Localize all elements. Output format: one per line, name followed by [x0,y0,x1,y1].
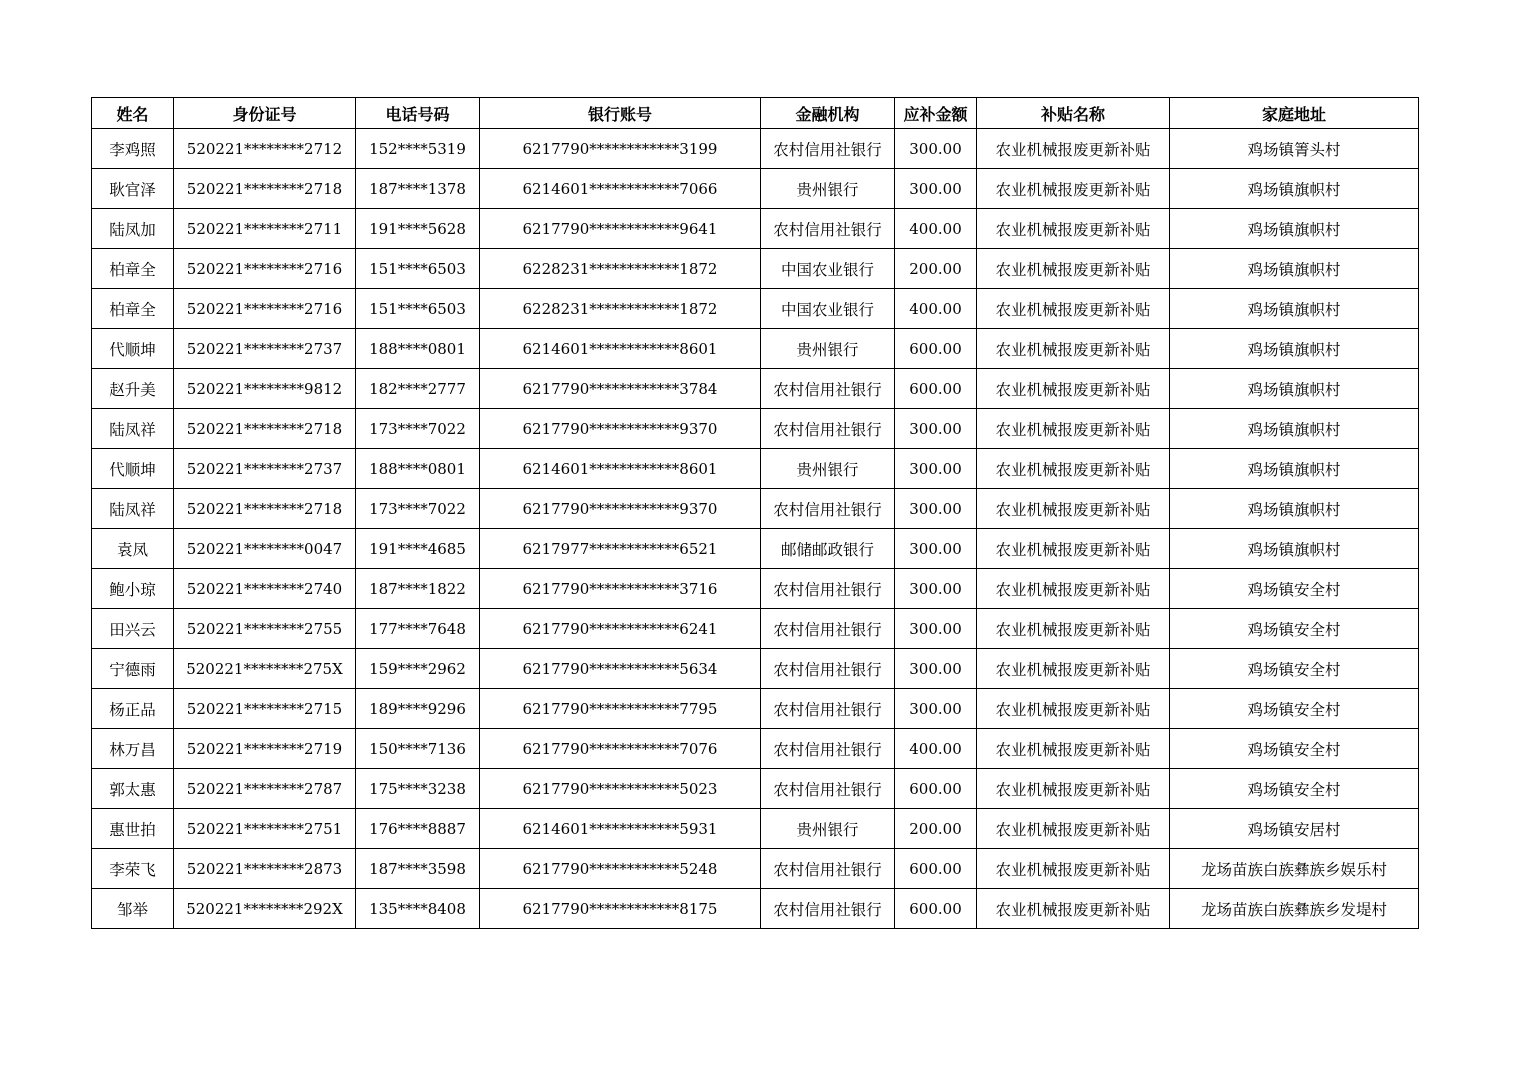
cell-bank-account: 6217790************3199 [480,129,761,169]
cell-financial-institution: 农村信用社银行 [761,569,895,609]
cell-subsidy-name: 农业机械报废更新补贴 [977,489,1170,529]
cell-address: 鸡场镇安全村 [1170,569,1419,609]
cell-financial-institution: 贵州银行 [761,809,895,849]
cell-id-number: 520221********2718 [174,409,356,449]
cell-subsidy-name: 农业机械报废更新补贴 [977,689,1170,729]
cell-id-number: 520221********2716 [174,249,356,289]
cell-subsidy-name: 农业机械报废更新补贴 [977,169,1170,209]
cell-phone: 189****9296 [356,689,480,729]
cell-address: 鸡场镇旗帜村 [1170,289,1419,329]
table-row [92,369,1419,409]
cell-financial-institution: 中国农业银行 [761,249,895,289]
cell-name: 柏章全 [92,289,174,329]
cell-amount: 400.00 [895,209,977,249]
cell-bank-account: 6228231************1872 [480,289,761,329]
cell-bank-account: 6217790************9370 [480,489,761,529]
cell-address: 鸡场镇旗帜村 [1170,529,1419,569]
cell-phone: 152****5319 [356,129,480,169]
cell-amount: 300.00 [895,649,977,689]
cell-bank-account: 6214601************7066 [480,169,761,209]
cell-name: 代顺坤 [92,329,174,369]
cell-bank-account: 6217790************5248 [480,849,761,889]
cell-name: 陆凤祥 [92,409,174,449]
cell-address: 鸡场镇旗帜村 [1170,409,1419,449]
cell-subsidy-name: 农业机械报废更新补贴 [977,849,1170,889]
cell-financial-institution: 贵州银行 [761,169,895,209]
cell-bank-account: 6217790************3716 [480,569,761,609]
cell-name: 宁德雨 [92,649,174,689]
header-amount: 应补金额 [895,98,977,129]
cell-phone: 187****1378 [356,169,480,209]
cell-address: 鸡场镇旗帜村 [1170,489,1419,529]
cell-financial-institution: 农村信用社银行 [761,689,895,729]
cell-financial-institution: 邮储邮政银行 [761,529,895,569]
cell-amount: 200.00 [895,809,977,849]
cell-subsidy-name: 农业机械报废更新补贴 [977,889,1170,929]
cell-name: 赵升美 [92,369,174,409]
cell-address: 鸡场镇箐头村 [1170,129,1419,169]
cell-subsidy-name: 农业机械报废更新补贴 [977,649,1170,689]
cell-subsidy-name: 农业机械报废更新补贴 [977,529,1170,569]
cell-address: 鸡场镇安居村 [1170,809,1419,849]
cell-id-number: 520221********2737 [174,329,356,369]
cell-phone: 135****8408 [356,889,480,929]
cell-id-number: 520221********2715 [174,689,356,729]
cell-subsidy-name: 农业机械报废更新补贴 [977,729,1170,769]
cell-amount: 300.00 [895,689,977,729]
header-id-number: 身份证号 [174,98,356,129]
cell-id-number: 520221********292X [174,889,356,929]
cell-phone: 175****3238 [356,769,480,809]
cell-subsidy-name: 农业机械报废更新补贴 [977,289,1170,329]
header-row [92,98,1419,129]
cell-address: 鸡场镇旗帜村 [1170,369,1419,409]
cell-address: 鸡场镇安全村 [1170,649,1419,689]
subsidy-table [91,97,1419,929]
cell-bank-account: 6217790************8175 [480,889,761,929]
cell-subsidy-name: 农业机械报废更新补贴 [977,569,1170,609]
cell-phone: 173****7022 [356,489,480,529]
cell-address: 鸡场镇旗帜村 [1170,329,1419,369]
cell-subsidy-name: 农业机械报废更新补贴 [977,209,1170,249]
cell-subsidy-name: 农业机械报废更新补贴 [977,809,1170,849]
table-row [92,129,1419,169]
cell-name: 鲍小琼 [92,569,174,609]
cell-address: 龙场苗族白族彝族乡发堤村 [1170,889,1419,929]
cell-amount: 300.00 [895,409,977,449]
cell-financial-institution: 贵州银行 [761,449,895,489]
cell-id-number: 520221********2737 [174,449,356,489]
cell-subsidy-name: 农业机械报废更新补贴 [977,409,1170,449]
cell-name: 惠世拍 [92,809,174,849]
cell-financial-institution: 农村信用社银行 [761,209,895,249]
table-row [92,849,1419,889]
table-row [92,689,1419,729]
table-body [92,129,1419,929]
cell-id-number: 520221********2718 [174,169,356,209]
cell-phone: 151****6503 [356,289,480,329]
cell-id-number: 520221********2712 [174,129,356,169]
cell-amount: 600.00 [895,769,977,809]
cell-phone: 191****4685 [356,529,480,569]
cell-financial-institution: 农村信用社银行 [761,769,895,809]
cell-phone: 151****6503 [356,249,480,289]
cell-amount: 300.00 [895,449,977,489]
cell-phone: 188****0801 [356,449,480,489]
table-row [92,769,1419,809]
cell-phone: 159****2962 [356,649,480,689]
cell-phone: 173****7022 [356,409,480,449]
cell-bank-account: 6217790************7076 [480,729,761,769]
cell-name: 田兴云 [92,609,174,649]
cell-phone: 187****3598 [356,849,480,889]
table-row [92,449,1419,489]
cell-bank-account: 6214601************8601 [480,329,761,369]
subsidy-sheet [91,97,1418,929]
cell-name: 杨正品 [92,689,174,729]
cell-phone: 176****8887 [356,809,480,849]
cell-amount: 600.00 [895,849,977,889]
header-financial-institution: 金融机构 [761,98,895,129]
cell-subsidy-name: 农业机械报废更新补贴 [977,249,1170,289]
cell-name: 李荣飞 [92,849,174,889]
cell-amount: 300.00 [895,129,977,169]
cell-address: 鸡场镇安全村 [1170,769,1419,809]
cell-amount: 600.00 [895,889,977,929]
cell-address: 鸡场镇安全村 [1170,609,1419,649]
header-subsidy-name: 补贴名称 [977,98,1170,129]
cell-subsidy-name: 农业机械报废更新补贴 [977,769,1170,809]
table-row [92,889,1419,929]
table-row [92,729,1419,769]
table-row [92,169,1419,209]
cell-amount: 400.00 [895,289,977,329]
cell-financial-institution: 农村信用社银行 [761,729,895,769]
cell-financial-institution: 农村信用社银行 [761,849,895,889]
cell-subsidy-name: 农业机械报废更新补贴 [977,129,1170,169]
cell-financial-institution: 农村信用社银行 [761,409,895,449]
cell-bank-account: 6217977************6521 [480,529,761,569]
table-row [92,489,1419,529]
cell-amount: 600.00 [895,329,977,369]
cell-amount: 600.00 [895,369,977,409]
cell-subsidy-name: 农业机械报废更新补贴 [977,369,1170,409]
cell-name: 陆凤祥 [92,489,174,529]
cell-id-number: 520221********2751 [174,809,356,849]
cell-address: 鸡场镇旗帜村 [1170,449,1419,489]
cell-address: 鸡场镇安全村 [1170,729,1419,769]
cell-amount: 300.00 [895,169,977,209]
cell-id-number: 520221********2787 [174,769,356,809]
cell-subsidy-name: 农业机械报废更新补贴 [977,449,1170,489]
cell-phone: 187****1822 [356,569,480,609]
cell-phone: 188****0801 [356,329,480,369]
table-row [92,249,1419,289]
cell-financial-institution: 农村信用社银行 [761,369,895,409]
cell-id-number: 520221********0047 [174,529,356,569]
cell-bank-account: 6217790************3784 [480,369,761,409]
cell-subsidy-name: 农业机械报废更新补贴 [977,329,1170,369]
cell-id-number: 520221********2755 [174,609,356,649]
cell-name: 林万昌 [92,729,174,769]
cell-name: 柏章全 [92,249,174,289]
cell-id-number: 520221********2740 [174,569,356,609]
cell-name: 李鸡照 [92,129,174,169]
cell-address: 鸡场镇旗帜村 [1170,249,1419,289]
table-row [92,529,1419,569]
cell-bank-account: 6217790************9370 [480,409,761,449]
cell-phone: 182****2777 [356,369,480,409]
cell-financial-institution: 农村信用社银行 [761,609,895,649]
cell-name: 郭太惠 [92,769,174,809]
cell-amount: 400.00 [895,729,977,769]
table-row [92,569,1419,609]
cell-address: 鸡场镇旗帜村 [1170,209,1419,249]
cell-id-number: 520221********9812 [174,369,356,409]
cell-amount: 300.00 [895,569,977,609]
cell-subsidy-name: 农业机械报废更新补贴 [977,609,1170,649]
cell-amount: 300.00 [895,609,977,649]
cell-financial-institution: 贵州银行 [761,329,895,369]
table-row [92,209,1419,249]
table-row [92,409,1419,449]
cell-financial-institution: 农村信用社银行 [761,129,895,169]
cell-id-number: 520221********2716 [174,289,356,329]
header-phone: 电话号码 [356,98,480,129]
cell-financial-institution: 农村信用社银行 [761,489,895,529]
cell-name: 邹举 [92,889,174,929]
cell-bank-account: 6217790************6241 [480,609,761,649]
cell-id-number: 520221********2873 [174,849,356,889]
cell-bank-account: 6217790************9641 [480,209,761,249]
cell-id-number: 520221********2711 [174,209,356,249]
cell-bank-account: 6214601************8601 [480,449,761,489]
cell-id-number: 520221********2718 [174,489,356,529]
cell-name: 代顺坤 [92,449,174,489]
table-row [92,329,1419,369]
table-row [92,289,1419,329]
cell-amount: 300.00 [895,489,977,529]
cell-address: 鸡场镇安全村 [1170,689,1419,729]
cell-financial-institution: 农村信用社银行 [761,889,895,929]
cell-bank-account: 6217790************5634 [480,649,761,689]
cell-id-number: 520221********2719 [174,729,356,769]
table-row [92,809,1419,849]
cell-bank-account: 6228231************1872 [480,249,761,289]
cell-bank-account: 6217790************5023 [480,769,761,809]
cell-financial-institution: 中国农业银行 [761,289,895,329]
cell-id-number: 520221********275X [174,649,356,689]
cell-name: 袁凤 [92,529,174,569]
table-row [92,649,1419,689]
header-address: 家庭地址 [1170,98,1419,129]
table-row [92,609,1419,649]
cell-phone: 191****5628 [356,209,480,249]
header-name: 姓名 [92,98,174,129]
cell-name: 陆凤加 [92,209,174,249]
cell-bank-account: 6217790************7795 [480,689,761,729]
cell-phone: 150****7136 [356,729,480,769]
header-bank-account: 银行账号 [480,98,761,129]
cell-address: 龙场苗族白族彝族乡娱乐村 [1170,849,1419,889]
cell-financial-institution: 农村信用社银行 [761,649,895,689]
cell-amount: 300.00 [895,529,977,569]
cell-phone: 177****7648 [356,609,480,649]
cell-bank-account: 6214601************5931 [480,809,761,849]
cell-amount: 200.00 [895,249,977,289]
cell-address: 鸡场镇旗帜村 [1170,169,1419,209]
cell-name: 耿官泽 [92,169,174,209]
